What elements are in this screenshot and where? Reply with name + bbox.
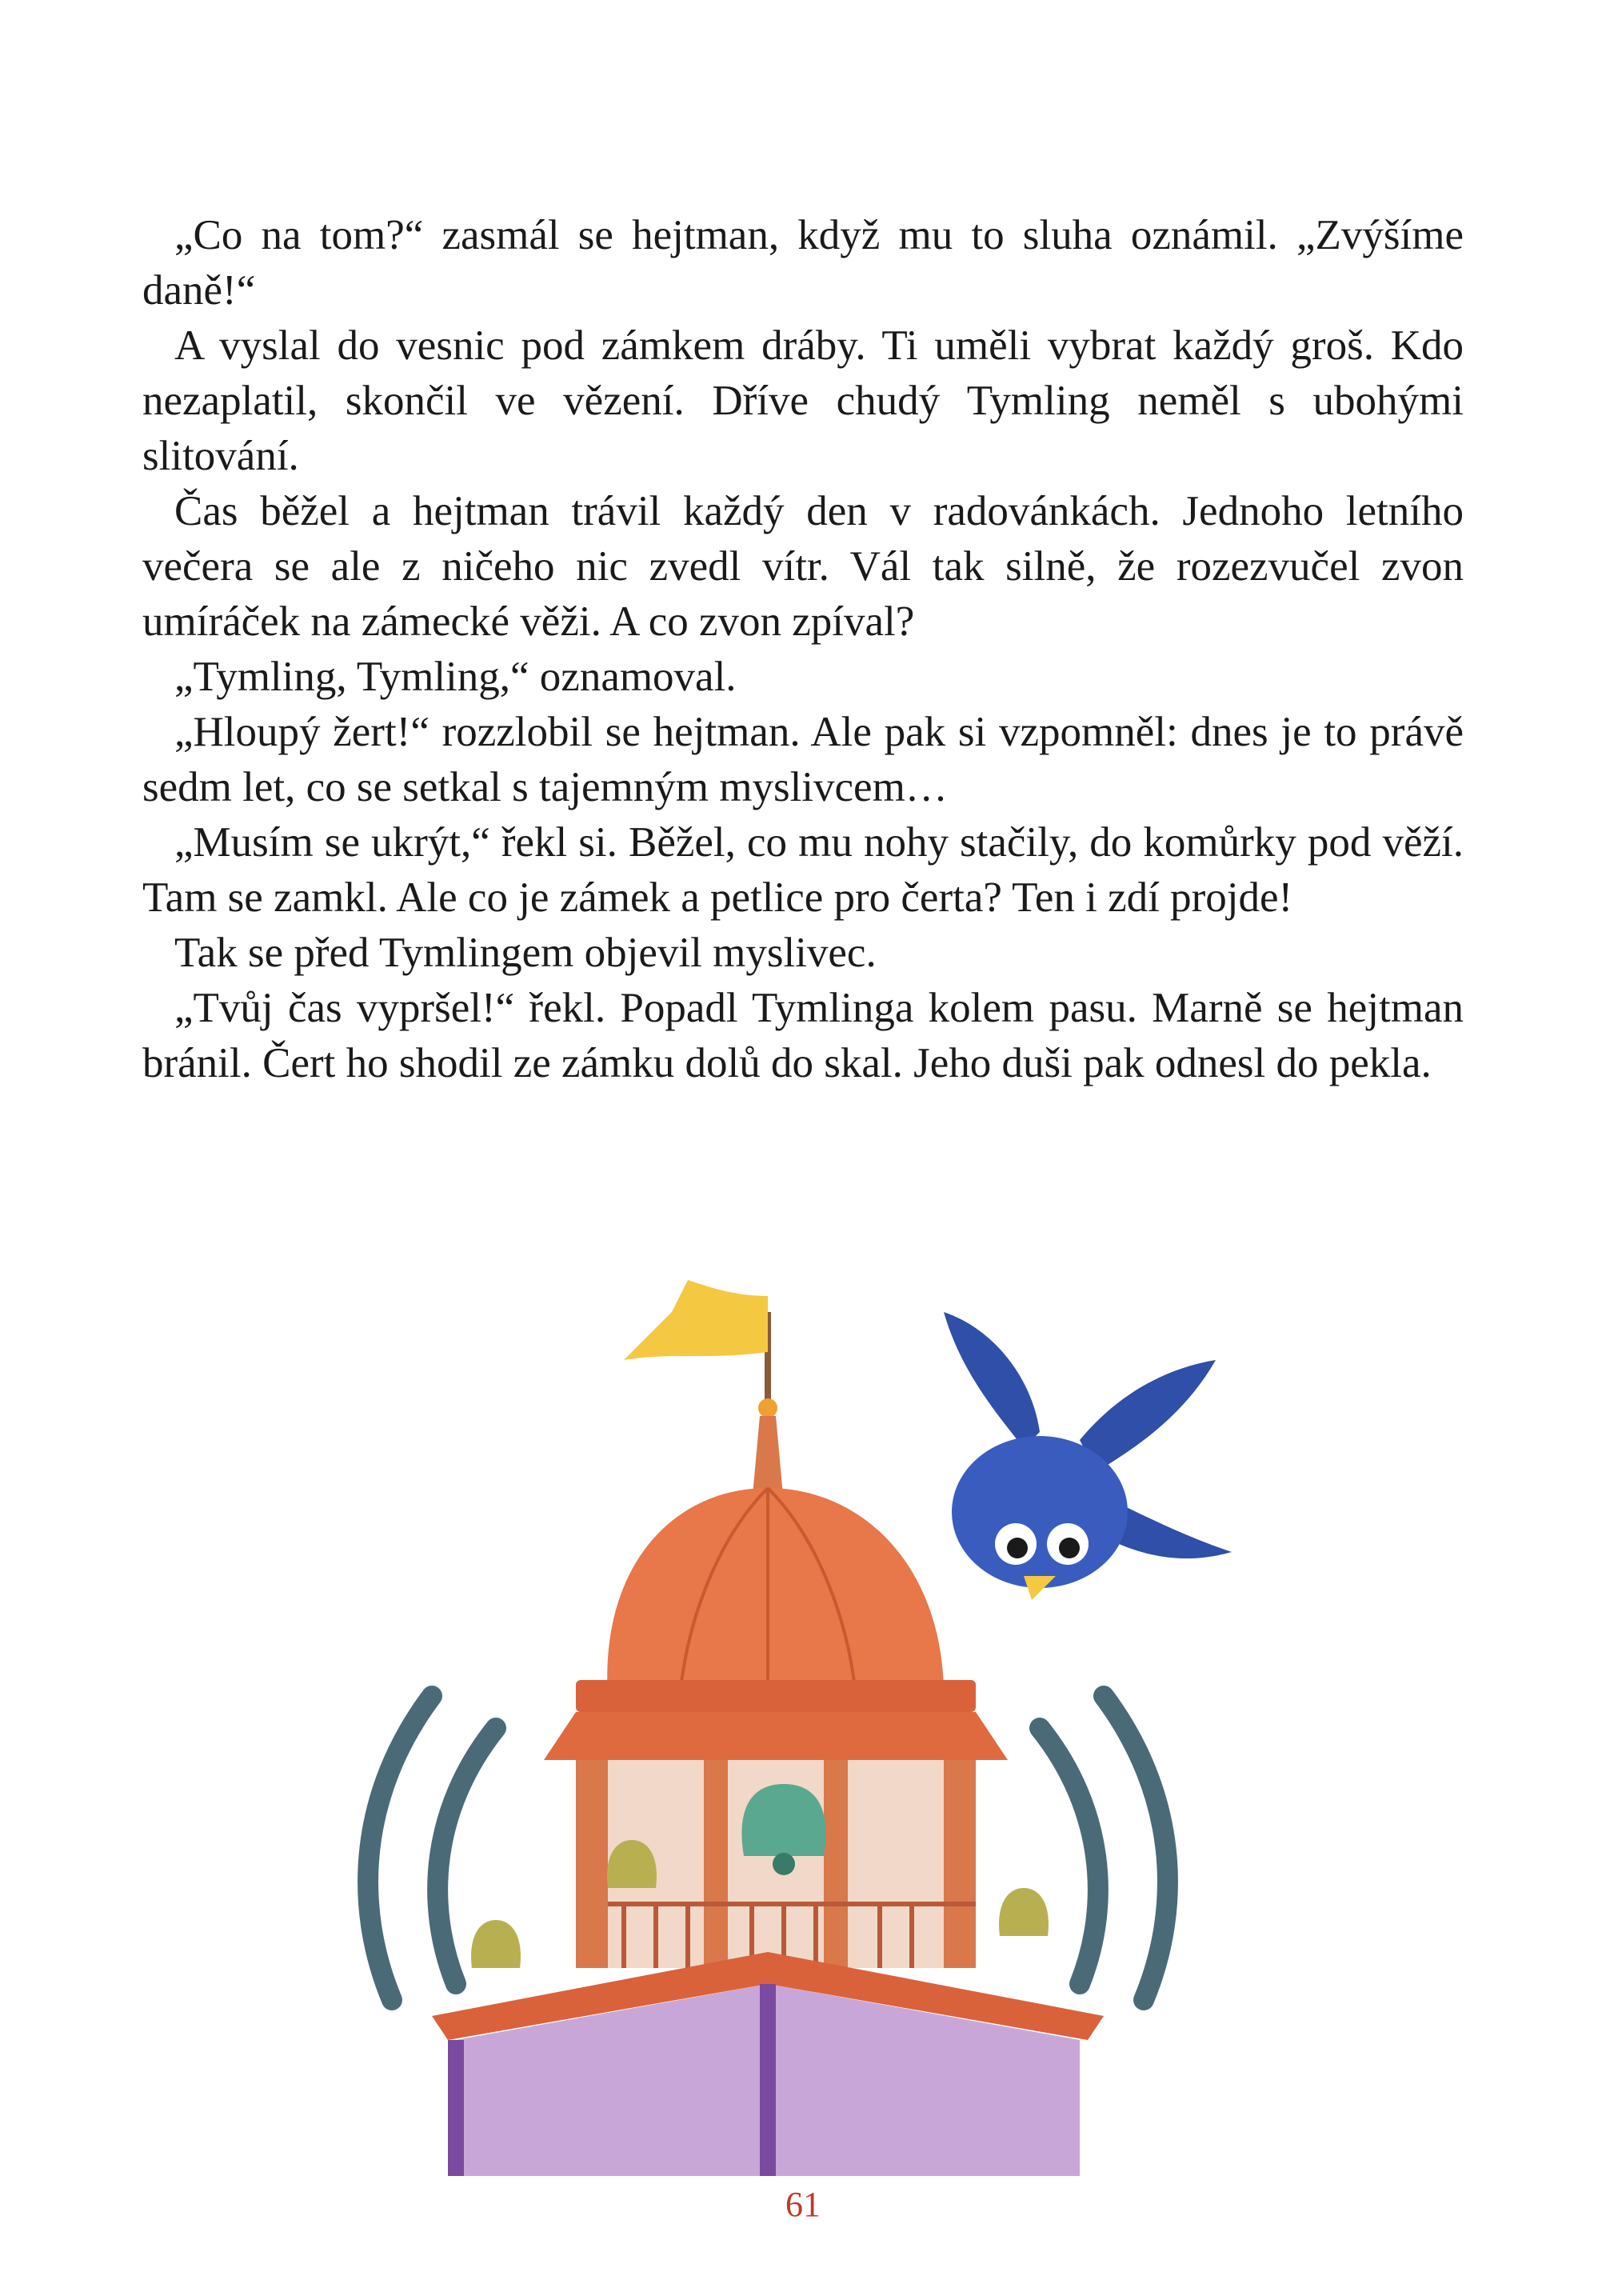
paragraph: Tak se před Tymlingem objevil myslivec. (174, 930, 877, 976)
story-text (142, 208, 1464, 1091)
paragraph: „Co na tom?“ zasmál se hejtman, když mu to sluha oznámil. „Zvýšíme daně!“ (142, 212, 1464, 314)
page-number: 61 (785, 2185, 821, 2224)
paragraph: „Tvůj čas vypršel!“ řekl. Popadl Tymlinga kolem pasu. Marně se hejtman bránil. Čert ho shodil ze zámku dolů do skal. Jeho duši pak odnesl do pekla. (142, 985, 1464, 1086)
paragraph: „Musím se ukrýt,“ řekl si. Běžel, co mu nohy stačily, do komůrky pod věží. Tam se zamkl. Ale co je zámek a petlice pro čerta? Ten i zdí projde! (142, 819, 1464, 921)
paragraph: „Tymling, Tymling,“ oznamoval. (174, 654, 737, 700)
paragraph: Čas běžel a hejtman trávil každý den v radovánkách. Jednoho letního večera se ale z ničeho nic zvedl vítr. Vál tak silně, že rozezvučel zvon umíráček na zámecké věži. A co zvon zpíval? (142, 488, 1464, 645)
paragraph: A vyslal do vesnic pod zámkem dráby. Ti uměli vybrat každý groš. Kdo nezaplatil, skončil ve vězení. Dříve chudý Tymling neměl s ubohými slitování. (142, 322, 1464, 479)
flag-icon (624, 1280, 777, 1418)
paragraph: „Hloupý žert!“ rozzlobil se hejtman. Ale pak si vzpomněl: dnes je to právě sedm let, co se setkal s tajemným myslivcem… (142, 709, 1464, 810)
tower-bell-illustration (336, 1248, 1296, 2176)
bird-icon (944, 1312, 1232, 1600)
dome-icon (576, 1488, 976, 1712)
